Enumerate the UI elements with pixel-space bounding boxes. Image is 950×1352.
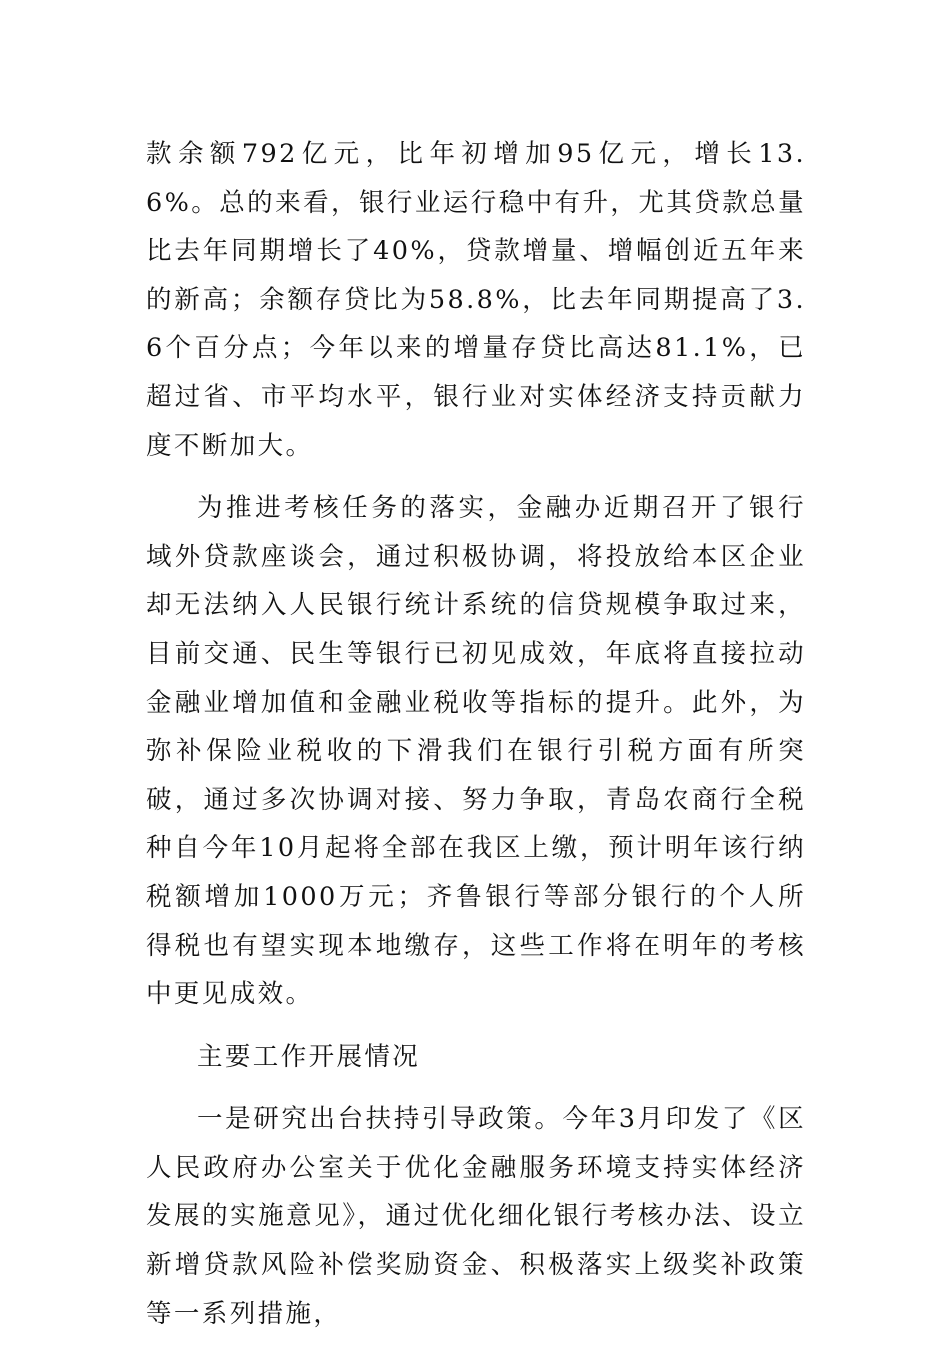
section-heading-main-work: 主要工作开展情况 <box>197 1041 421 1072</box>
paragraph-banking-overview: 款余额792亿元，比年初增加95亿元，增长13.6%。总的来看，银行业运行稳中有升，尤其贷款总量比去年同期增长了40%，贷款增量、增幅创近五年来的新高；余额存贷比为58.8%，比去年同期提高了3.6个百分点；今年以来的增量存贷比高达81.1%，已超过省、市平均水平，银行业对实体经济支持贡献力度不断加大。 <box>146 139 806 461</box>
paragraph-policy-support: 一是研究出台扶持引导政策。今年3月印发了《区人民政府办公室关于优化金融服务环境支持实体经济发展的实施意见》，通过优化细化银行考核办法、设立新增贷款风险补偿奖励资金、积极落实上级奖补政策等一系列措施， <box>146 1104 806 1329</box>
document-body <box>146 130 806 1352</box>
paragraph-assessment-tasks: 为推进考核任务的落实，金融办近期召开了银行域外贷款座谈会，通过积极协调，将投放给本区企业却无法纳入人民银行统计系统的信贷规模争取过来，目前交通、民生等银行已初见成效，年底将直接拉动金融业增加值和金融业税收等指标的提升。此外，为弥补保险业税收的下滑我们在银行引税方面有所突破，通过多次协调对接、努力争取，青岛农商行全税种自今年10月起将全部在我区上缴，预计明年该行纳税额增加1000万元；齐鲁银行等部分银行的个人所得税也有望实现本地缴存，这些工作将在明年的考核中更见成效。 <box>146 493 806 1010</box>
